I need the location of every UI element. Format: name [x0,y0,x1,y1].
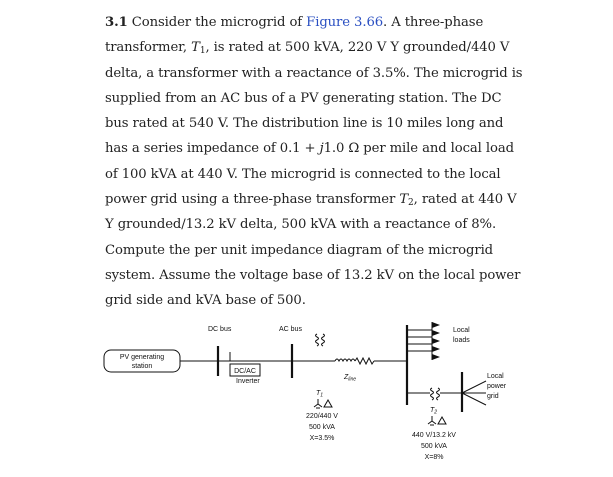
local-loads-feeders [407,322,432,360]
problem-text-part4: , rated at 440 V Y grounded/13.2 kV delta, 500 kVA with a reactance of 8%. Compute the per unit impedance diagram of the microgrid system. Assume the voltage base of 13.2 kV on the local power grid side and kVA base of 500. [105,192,521,309]
problem-number: 3.1 [105,15,128,30]
t2-wye-grounded-icon [428,416,436,425]
inverter-box-label: DC/AC [234,368,256,375]
t2-delta-icon [438,417,446,424]
inverter-label: Inverter [236,378,260,385]
ac-bus-label: AC bus [279,326,302,333]
t2-subscript: 2 [408,198,414,209]
problem-text-part2: , is rated at 500 kVA, 220 V Y grounded/440 V delta, a transformer with a reactance of 3.5%. The microgrid is supplied from an AC bus of a PV generating station. The DC bus rated at 540 V. The distribution line is 10 miles long and has a series impedance of 0.1 + [105,40,523,157]
t2-rating-line3: X=8% [424,454,444,461]
t1-label: $T_1$ [316,390,324,399]
t1-wye-grounded-icon [314,399,322,408]
local-grid-label-line2: power [487,383,507,390]
t2-rating-line2: 500 kVA [421,443,447,450]
pv-station-label-line1: PV generating [119,354,165,361]
t1-delta-icon [324,400,332,407]
t1-rating-line1: 220/440 V [306,413,338,420]
t1-subscript: 1 [199,46,206,57]
t2-symbol: T [399,192,409,208]
pv-station-label-line2: station [131,363,153,370]
local-loads-arrows [432,322,440,360]
local-loads-label-line1: Local [453,327,470,334]
zline-label: $Z_{line}$ [344,374,357,383]
t1-rating-line3: X=3.5% [309,435,335,442]
dc-bus-label: DC bus [208,326,232,333]
t2-rating-line1: 440 V/13.2 kV [412,432,456,439]
local-loads-label-line2: loads [453,337,470,344]
problem-text-intro: Consider the microgrid of [131,15,307,30]
t1-rating-line2: 500 kVA [309,424,335,431]
zline-impedance-symbol [335,358,407,364]
local-grid-label-line1: Local [487,373,504,380]
grid-connection-lines [462,381,486,405]
j-symbol: j [319,141,324,157]
figure-link[interactable]: Figure 3.66 [306,15,384,30]
t1-transformer-symbol [316,334,325,346]
t1-symbol: T [191,40,200,56]
t2-label: $T_2$ [430,407,438,416]
local-grid-label-line3: grid [487,393,499,400]
problem-text-part1: . A three-phase transformer, [105,15,484,56]
t2-transformer-symbol [431,388,440,400]
problem-text-part3: 1.0 Ω per mile and local load of 100 kVA at 440 V. The microgrid is connected to the local power grid using a three-phase transformer [105,141,514,208]
